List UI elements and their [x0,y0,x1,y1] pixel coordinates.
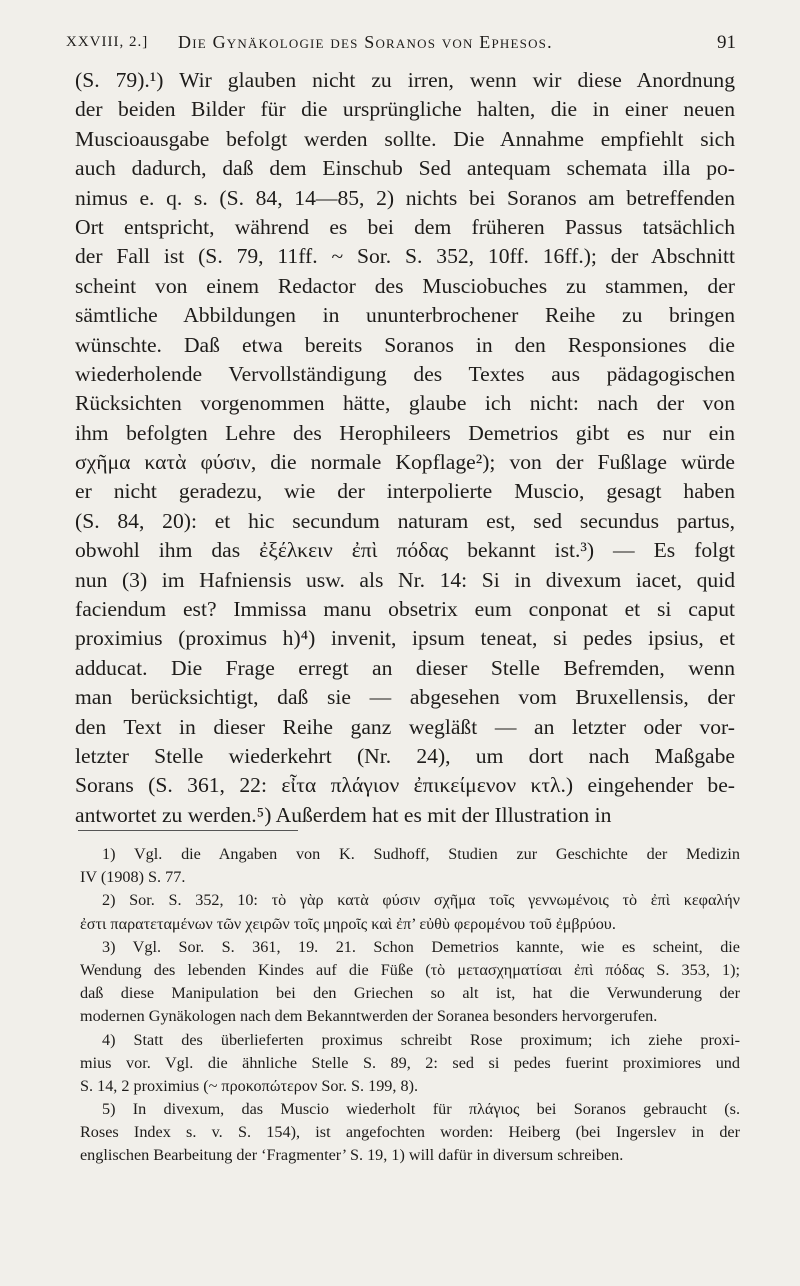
text-line: nun (3) im Hafniensis usw. als Nr. 14: Si in divexum iacet, quid [75,567,735,592]
text-line: adducat. Die Frage erregt an dieser Stelle Befremden, wenn [75,655,735,680]
footnote-line: ἐστι παρατεταμένων τῶν χειρῶν τοῖς μηροῖς καὶ ἐπ’ εὐθὺ φερομένου τοῦ ἐμβρύου. [80,914,616,933]
text-line: (S. 79).¹) Wir glauben nicht zu irren, wenn wir diese Anordnung [75,68,735,92]
footnote-line: modernen Gynäkologen nach dem Bekanntwerden der Soranea besonders hervorgerufen. [80,1007,658,1026]
footnote-line: IV (1908) S. 77. [80,868,186,887]
footnote-line: S. 14, 2 proximius (~ προκοπώτερον Sor. S. 199, 8). [80,1076,419,1095]
text-line: Ort entspricht, während es bei dem früheren Passus tatsächlich [75,214,735,239]
text-line: wünschte. Daß etwa bereits Soranos in den Responsiones die [75,332,735,357]
text-line: (S. 84, 20): et hic secundum naturam est, sed secundus partus, [75,508,735,533]
footnotes [80,843,740,1168]
text-line: scheint von einem Redactor des Musciobuches zu stammen, der [75,273,735,298]
text-line: obwohl ihm das ἐξέλκειν ἐπὶ πόδας bekannt ist.³) — Es folgt [75,538,735,563]
footnote-line: 1) Vgl. die Angaben von K. Sudhoff, Studien zur Geschichte der Medizin [102,845,740,863]
footnote-line: englischen Bearbeitung der ‘Fragmenter’ S. 19, 1) will dafür in diversum schreiben. [80,1146,624,1165]
text-line: Muscioausgabe befolgt werden sollte. Die Annahme empfiehlt sich [75,126,735,151]
footnote-line: 2) Sor. S. 352, 10: τὸ γὰρ κατὰ φύσιν σχῆμα τοῖς γεννωμένοις τὸ ἐπὶ κεφαλήν [102,891,740,910]
text-line: man berücksichtigt, daß sie — abgesehen vom Bruxellensis, der [75,685,735,710]
text-line: faciendum est? Immissa manu obsetrix eum conponat et si caput [75,597,735,622]
footnote-line: 3) Vgl. Sor. S. 361, 19. 21. Schon Demetrios kannte, wie es scheint, die [102,937,740,956]
text-line: der beiden Bilder für die ursprüngliche halten, die in einer neuen [75,97,735,122]
text-line: der Fall ist (S. 79, 11ff. ~ Sor. S. 352, 10ff. 16ff.); der Abschnitt [75,244,735,269]
text-line: sämtliche Abbildungen in ununterbrochener Reihe zu bringen [75,303,735,328]
text-line: auch dadurch, daß dem Einschub Sed antequam schemata illa po- [75,156,735,181]
page-number: 91 [717,32,736,53]
text-line: letzter Stelle wiederkehrt (Nr. 24), um dort nach Maßgabe [75,743,735,768]
text-line: den Text in dieser Reihe ganz wegläßt — an letzter oder vor- [75,714,735,739]
running-title: Die Gynäkologie des Soranos von Ephesos. [178,32,553,52]
text-line: proximius (proximus h)⁴) invenit, ipsum teneat, si pedes ipsius, et [75,626,735,651]
footnote-line: 5) In divexum, das Muscio wiederholt für πλάγιος bei Soranos gebraucht (s. [102,1100,740,1119]
text-line: er nicht geradezu, wie der interpolierte Muscio, gesagt haben [75,479,735,504]
footnote-line: mius vor. Vgl. die ähnliche Stelle S. 89, 2: sed si pedes fuerint proximiores und [80,1053,740,1072]
text-line: ihm befolgten Lehre des Herophileers Demetrios gibt es nur ein [75,420,735,445]
text-line: antwortet zu werden.⁵) Außerdem hat es mit der Illustration in [75,802,612,827]
text-line: Rücksichten vorgenommen hätte, glaube ich nicht: nach der von [75,391,735,416]
running-header [66,28,738,58]
footnote-line: Roses Index s. v. S. 154), ist angefochten worden: Heiberg (bei Ingerslev in der [80,1123,740,1142]
text-line: Sorans (S. 361, 22: εἶτα πλάγιον ἐπικείμενον κτλ.) eingehender be- [75,773,735,798]
text-line: nimus e. q. s. (S. 84, 14—85, 2) nichts bei Soranos am betreffenden [75,185,735,210]
text-line: σχῆμα κατὰ φύσιν, die normale Kopflage²); von der Fußlage würde [75,450,735,475]
footnote-line: 4) Statt des überlieferten proximus schreibt Rose proximum; ich ziehe proxi- [102,1030,740,1049]
text-line: wiederholende Vervollständigung des Textes aus pädagogischen [75,361,735,386]
footnote-line: Wendung des lebenden Kindes auf die Füße (τὸ μετασχηματίσαι ἐπὶ πόδας S. 353, 1); [80,960,740,979]
main-text [75,66,735,830]
footnote-divider [78,830,298,831]
footnote-line: daß diese Manipulation bei den Griechen so alt ist, hat die Verwunderung der [80,984,740,1003]
section-number: XXVIII, 2.] [66,34,149,50]
